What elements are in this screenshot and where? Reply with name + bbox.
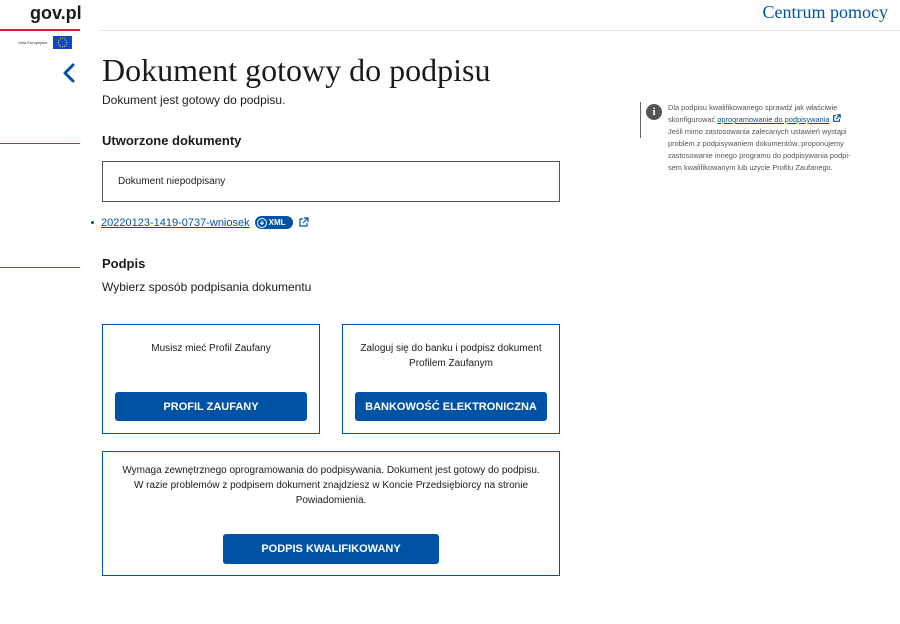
info-text — [668, 102, 900, 174]
qualified-text-line3: Powiadomienia. — [295, 495, 367, 506]
profil-zaufany-text: Musisz mieć Profil Zaufany — [151, 343, 271, 354]
eu-badge — [18, 36, 72, 49]
section-divider-signature — [0, 267, 80, 268]
qualified-signature-card — [102, 451, 560, 576]
info-line2-prefix: skonfigurować — [668, 115, 718, 124]
page-title: Dokument gotowy do podpisu — [102, 52, 491, 88]
xml-badge-label: XML — [268, 218, 286, 227]
document-status-box — [102, 161, 560, 202]
signature-instruction: Wybierz sposób podpisania dokumentu — [102, 280, 312, 294]
info-line1: Dla podpisu kwalifikowanego sprawdź jak właściwie — [668, 103, 838, 112]
bank-text-line2: Profilem Zaufanym — [409, 358, 493, 369]
info-line2 — [668, 114, 900, 126]
bank-text-line1: Zaloguj się do banku i podpisz dokument — [360, 343, 542, 354]
document-link-row — [91, 216, 309, 229]
gov-pl-logo[interactable]: gov.pl — [30, 3, 82, 23]
eu-label: Unia Europejska — [18, 40, 48, 45]
document-link[interactable]: 20220123-1419-0737-wniosek — [101, 216, 250, 229]
profil-zaufany-button[interactable]: PROFIL ZAUFANY — [115, 392, 307, 421]
info-icon: i — [646, 104, 662, 120]
info-line5: zastosowanie innego programu do podpisywania podpi- — [668, 151, 851, 160]
chevron-left-icon — [62, 63, 76, 83]
external-link-icon[interactable] — [832, 114, 841, 123]
qualified-text-line1: Wymaga zewnętrznego oprogramowania do podpisywania. Dokument jest gotowy do podpisu. — [122, 465, 540, 476]
eu-flag-icon — [53, 36, 72, 49]
logo-underline — [0, 29, 80, 31]
info-line3: Jeśli mimo zastosowania zalecanych ustawień wystąpi — [668, 127, 847, 136]
help-center-link[interactable]: Centrum pomocy — [762, 2, 888, 22]
back-button[interactable] — [58, 60, 80, 86]
signature-heading: Podpis — [102, 256, 146, 271]
external-link-icon[interactable] — [298, 217, 309, 228]
document-status-text: Dokument niepodpisany — [118, 176, 226, 187]
page-subtitle: Dokument jest gotowy do podpisu. — [102, 93, 286, 107]
header-divider — [100, 30, 900, 31]
info-line4: problem z podpisywaniem dokumentów, proponujemy — [668, 139, 844, 148]
signing-software-link[interactable]: oprogramowanie do podpisywania — [717, 115, 830, 124]
section-divider-documents — [0, 143, 80, 144]
qualified-signature-button[interactable]: PODPIS KWALIFIKOWANY — [223, 534, 439, 564]
bullet — [91, 221, 94, 224]
bank-button[interactable]: BANKOWOŚĆ ELEKTRONICZNA — [355, 392, 547, 421]
qualified-text-line2: W razie problemów z podpisem dokument znajdziesz w Koncie Przedsiębiorcy na stronie — [133, 480, 529, 491]
info-line6: sem kwalifikowanym lub użycie Profilu Zaufanego. — [668, 163, 833, 172]
xml-download-badge[interactable] — [255, 216, 293, 229]
download-icon — [257, 218, 267, 228]
created-documents-heading: Utworzone dokumenty — [102, 133, 242, 148]
profil-zaufany-card — [102, 324, 320, 434]
info-bar — [640, 102, 641, 138]
bank-card — [342, 324, 560, 434]
